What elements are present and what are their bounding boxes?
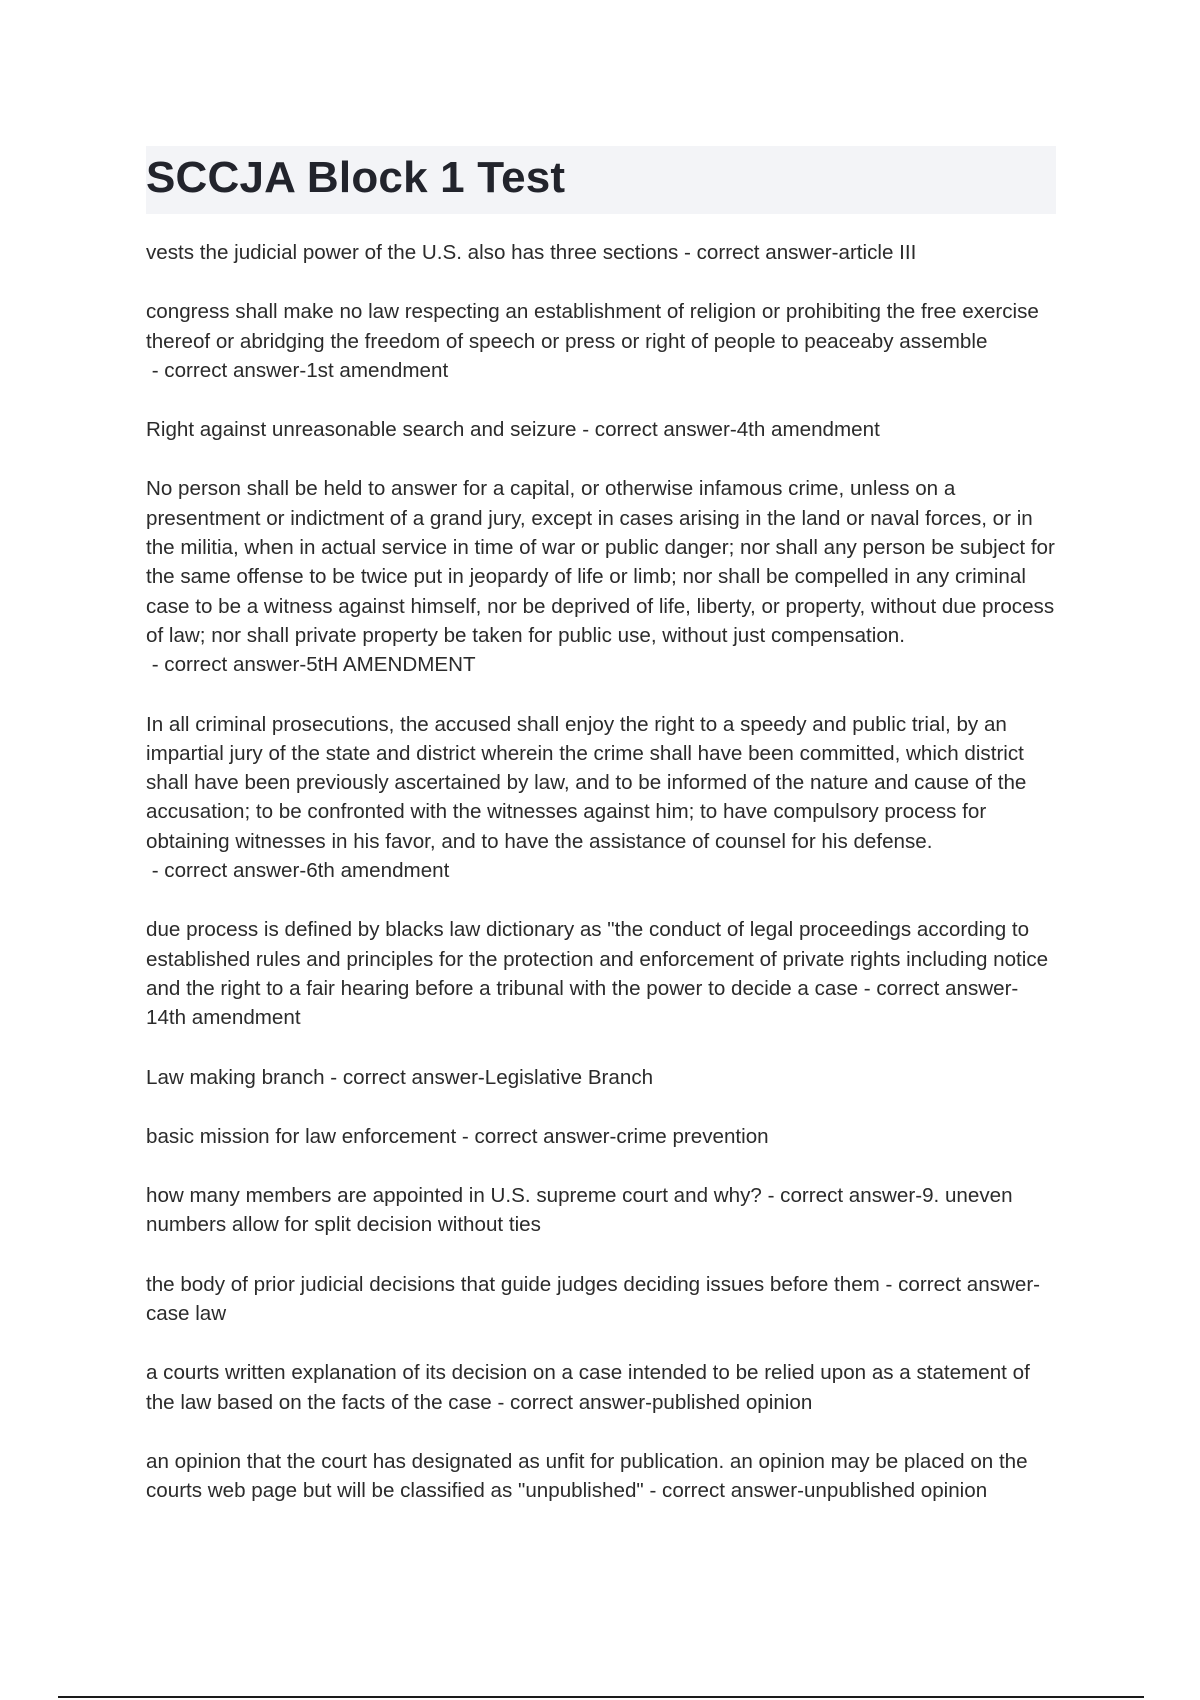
question-text: congress shall make no law respecting an establishment of religion or prohibiting the free exercise thereof or abridging the freedom of speech or press or right of people to peaceaby assemble — [146, 300, 1039, 353]
question-text: In all criminal prosecutions, the accused shall enjoy the right to a speedy and public trial, by an impartial jury of the state and district wherein the crime shall have been committed, which district shall have been previously ascertained by law, and to be informed of the nature and cause of the accusation; to be confronted with the witnesses against him; to have compulsory process for obtaining witnesses in his favor, and to have the assistance of counsel for his defense. — [146, 712, 1027, 853]
answer-separator: - correct answer- — [761, 1184, 923, 1208]
title-bar — [146, 146, 1056, 214]
qa-item — [146, 1122, 1058, 1151]
question-text: the body of prior judicial decisions that guide judges deciding issues before them — [146, 1272, 880, 1296]
question-text: a courts written explanation of its decision on a case intended to be relied upon as a statement of the law based on the facts of the case — [146, 1361, 1030, 1414]
answer-text: article III — [838, 241, 917, 264]
answer-separator: - correct answer- — [491, 1390, 652, 1414]
qa-item — [146, 1063, 1058, 1092]
answer-separator: - correct answer- — [678, 241, 839, 264]
answer-text: crime prevention — [616, 1124, 769, 1148]
answer-text: published opinion — [651, 1390, 813, 1414]
qa-item — [146, 474, 1058, 679]
answer-separator: - correct answer- — [879, 1272, 1041, 1296]
qa-item — [146, 415, 1058, 444]
answer-separator: - correct answer- — [146, 358, 307, 382]
answer-text: 1st amendment — [306, 358, 449, 382]
question-text: basic mission for law enforcement — [146, 1124, 457, 1148]
qa-item — [146, 297, 1058, 385]
answer-text: 14th amendment — [146, 1006, 301, 1030]
question-text: due process is defined by blacks law dictionary as "the conduct of legal proceedings according to established rules and principles for the protection and enforcement of private rights including notice and the right to a fair hearing before a tribunal with the power to decide a case — [146, 918, 1049, 1000]
answer-separator: - correct answer- — [324, 1065, 485, 1089]
qa-item — [146, 1181, 1058, 1240]
answer-separator: - correct answer- — [858, 976, 1019, 1000]
question-text: No person shall be held to answer for a capital, or otherwise infamous crime, unless on a presentment or indictment of a grand jury, except in cases arising in the land or naval forces, or in the militia, when in actual service in time of war or public danger; nor shall any person be subject for the same offense to be twice put in jeopardy of life or limb; nor shall be compelled in any criminal case to be a witness against himself, nor be deprived of life, liberty, or property, without due process of law; nor shall private property be taken for public use, without just compensation. — [146, 477, 1055, 647]
qa-item — [146, 915, 1058, 1032]
answer-separator: - correct answer- — [576, 418, 737, 442]
footer-divider — [58, 1696, 1144, 1698]
answer-text: 4th amendment — [736, 418, 880, 442]
qa-item — [146, 238, 1058, 267]
answer-text: case law — [146, 1302, 227, 1326]
question-text: how many members are appointed in U.S. supreme court and why? — [146, 1184, 762, 1208]
qa-item — [146, 1270, 1058, 1329]
page-title: SCCJA Block 1 Test — [146, 153, 566, 202]
question-text: an opinion that the court has designated as unfit for publication. an opinion may be placed on the courts web page but will be classified as "unpublished" — [146, 1449, 1028, 1503]
qa-list — [146, 238, 1058, 1536]
answer-separator: - correct answer- — [456, 1124, 617, 1148]
answer-separator: - correct answer- — [146, 859, 307, 883]
question-text: Right against unreasonable search and seizure — [146, 418, 577, 442]
question-text: vests the judicial power of the U.S. also has three sections — [146, 241, 679, 264]
answer-text: Legislative Branch — [484, 1065, 654, 1089]
answer-text: unpublished opinion — [803, 1479, 988, 1503]
qa-item — [146, 710, 1058, 886]
answer-text: 6th amendment — [306, 859, 450, 883]
qa-item — [146, 1358, 1058, 1417]
answer-separator: - correct answer- — [643, 1479, 804, 1503]
question-text: Law making branch — [146, 1065, 325, 1089]
answer-separator: - correct answer- — [146, 653, 307, 677]
qa-item — [146, 1447, 1058, 1506]
answer-text: 9. uneven numbers allow for split decision without ties — [146, 1184, 1013, 1237]
answer-text: 5tH AMENDMENT — [306, 653, 476, 677]
